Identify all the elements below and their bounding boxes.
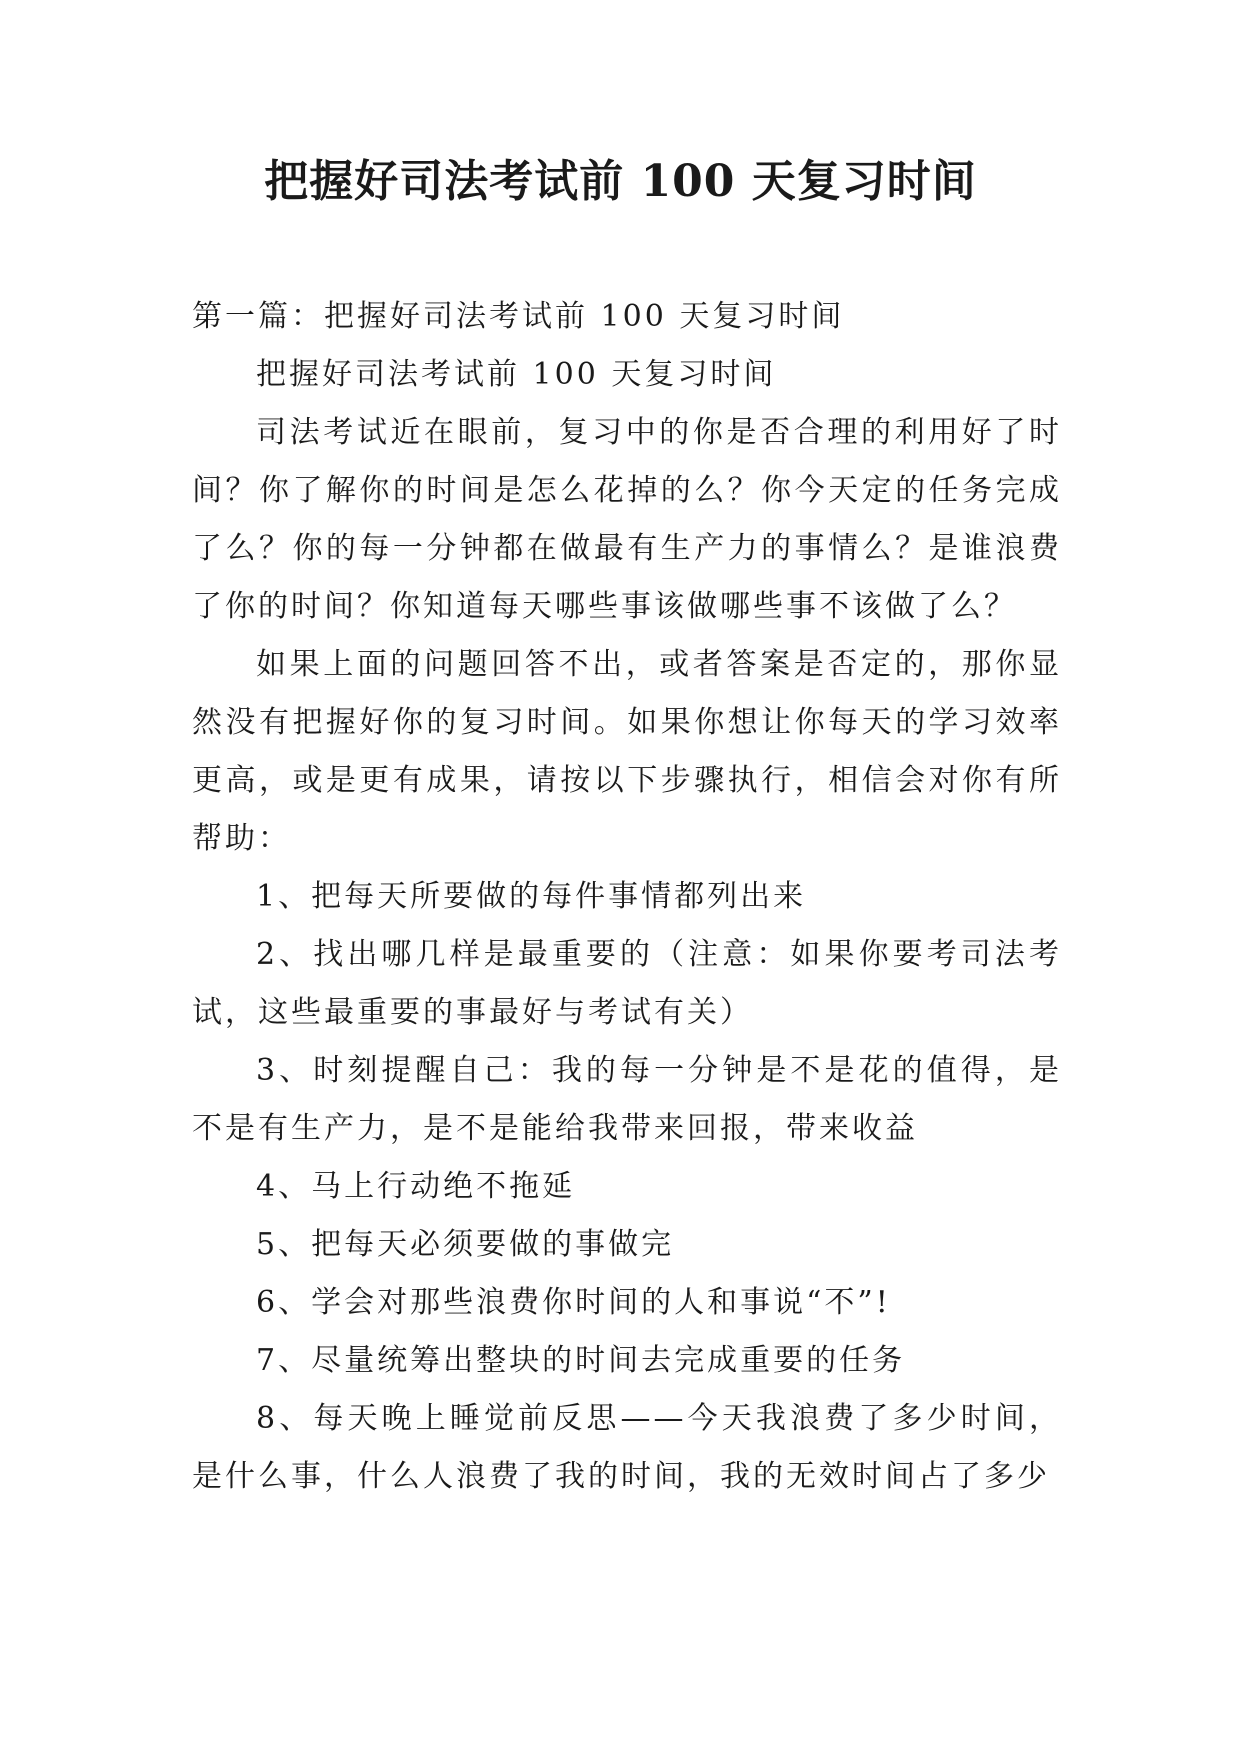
list-item-7: 7、尽量统筹出整块的时间去完成重要的任务 [256, 1343, 906, 1378]
list-item-6: 6、学会对那些浪费你时间的人和事说“不”! [256, 1285, 891, 1320]
list-item-5: 5、把每天必须要做的事做完 [256, 1227, 675, 1262]
list-item-8: 8、每天晚上睡觉前反思——今天我浪费了多少时间，是什么事，什么人浪费了我的时间，我的无效时间占了多少 [192, 1401, 1062, 1494]
list-item-4: 4、马上行动绝不拖延 [256, 1169, 576, 1204]
document-body [192, 288, 1062, 1506]
document-title: 把握好司法考试前 100 天复习时间 [264, 156, 977, 207]
list-item-2: 2、找出哪几样是最重要的（注意：如果你要考司法考试，这些最重要的事最好与考试有关） [192, 937, 1062, 1030]
section-heading: 第一篇：把握好司法考试前 100 天复习时间 [192, 299, 845, 334]
paragraph-transition: 如果上面的问题回答不出，或者答案是否定的，那你显然没有把握好你的复习时间。如果你想让你每天的学习效率更高，或是更有成果，请按以下步骤执行，相信会对你有所帮助： [192, 647, 1062, 856]
list-item-3: 3、时刻提醒自己：我的每一分钟是不是花的值得，是不是有生产力，是不是能给我带来回报，带来收益 [192, 1053, 1062, 1146]
list-item-1: 1、把每天所要做的每件事情都列出来 [256, 879, 807, 914]
article-subtitle: 把握好司法考试前 100 天复习时间 [256, 357, 777, 392]
paragraph-intro: 司法考试近在眼前，复习中的你是否合理的利用好了时间？你了解你的时间是怎么花掉的么？你今天定的任务完成了么？你的每一分钟都在做最有生产力的事情么？是谁浪费了你的时间？你知道每天哪些事该做哪些事不该做了么？ [192, 415, 1062, 624]
